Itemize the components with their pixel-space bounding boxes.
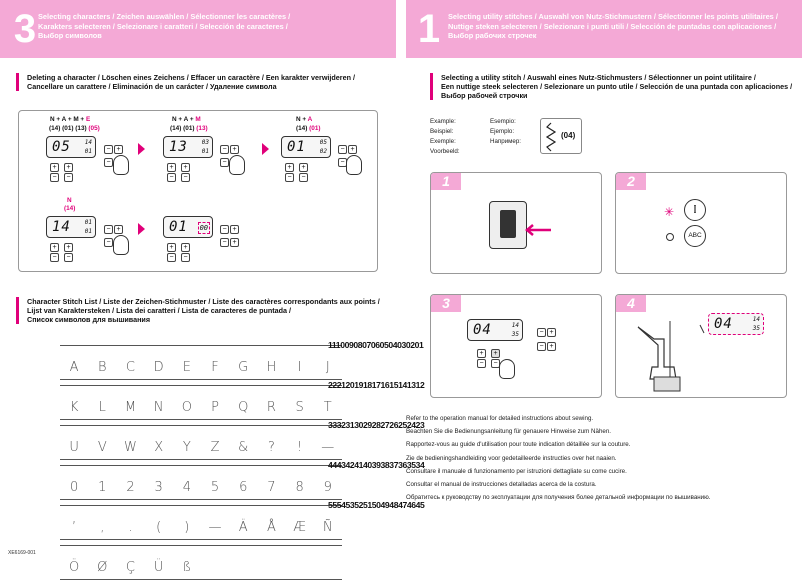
char-glyph: 5 [210,480,220,495]
char-glyph: B [98,360,107,375]
char-glyph: P [211,400,219,415]
right-banner-line: Selecting utility stitches / Auswahl von Nutz-Stichmustern / Sélectionner les points utilitaires / [448,12,778,21]
lcd-small-number: 02 [319,148,327,155]
plus-button[interactable]: + [285,163,294,172]
stitch-buttons[interactable] [64,243,73,263]
char-glyph: T [323,400,332,415]
minus-button[interactable]: − [537,342,546,351]
right-banner-line: Nuttige steken selecteren / Selezionare i punti utili / Selección de puntadas con aplicaciones / [448,21,777,31]
plus-button[interactable]: + [230,238,239,247]
minus-plus-buttons[interactable] [537,335,557,353]
example-labels-2: Esempio: Ejemplo: Например: [490,118,522,145]
lcd-display [467,319,523,341]
plus-button[interactable]: + [64,243,73,252]
char-glyph: 8 [295,480,304,495]
char-glyph: O [181,400,192,415]
plus-button[interactable]: + [230,225,239,234]
minus-button[interactable]: − [167,253,176,262]
char-glyph: . [128,520,133,535]
plus-button[interactable]: + [547,328,556,337]
char-glyph: C [125,360,135,375]
left-banner-line: Выбор символов [38,31,102,40]
lcd-small-number: 01 [84,228,92,235]
char-glyph: L [98,400,106,415]
utility-title-line: Выбор рабочей строчки [441,91,528,100]
char-codes: 33323130292827262524​23 [328,420,425,430]
minus-button[interactable]: − [338,158,347,167]
char-glyph: 7 [267,480,276,495]
minus-button[interactable]: − [477,359,486,368]
guide-line [60,379,342,380]
guide-line [60,465,342,466]
char-glyph: R [266,400,276,415]
char-glyph [314,560,342,575]
arrow-right-icon [138,143,145,155]
lcd-small-number: 01 [201,148,209,155]
char-glyph [286,560,314,575]
plus-button[interactable]: + [167,243,176,252]
presser-foot-icon [630,321,710,395]
lcd-main-number: 14 [52,219,71,235]
list-section-title [16,297,380,324]
char-row [60,340,424,385]
lcd-main-number: 01 [169,219,188,235]
plus-button[interactable]: + [491,349,500,358]
minus-button[interactable]: − [220,238,229,247]
lcd-display [163,136,213,158]
plus-button[interactable]: + [547,342,556,351]
guide-line [60,425,342,426]
guide-line [60,459,342,460]
step-number: 3 [431,295,461,312]
unlit-lamp-icon [666,233,674,241]
pressing-finger-icon [346,155,362,175]
char-glyph [201,560,229,575]
char-glyph: M [124,400,137,415]
lcd-small-number: 01 [84,219,92,226]
stitch-buttons[interactable] [285,163,294,183]
minus-button[interactable]: − [104,238,113,247]
char-glyph: N [153,400,164,415]
note-line: Обратитесь к руководству по эксплуатации для получения более детальной информации по вышиванию. [406,494,711,502]
lcd-small-number: 35 [752,325,760,332]
guide-line [60,499,342,500]
char-glyph: 0 [69,480,79,495]
char-glyph: — [321,440,335,455]
stitch-buttons[interactable] [299,163,308,183]
char-glyph: Æ [293,520,306,535]
panel-codes-label: (14) (01) (13) (05) [49,125,100,132]
note-line: Consultar el manual de instrucciones detalladas acerca de la costura. [406,481,597,489]
lcd-display [281,136,331,158]
char-glyph: Ä [238,520,248,535]
char-glyph [257,560,285,575]
lit-lamp-icon: ✳ [664,205,675,219]
char-glyph: F [211,360,219,375]
lcd-small-number: 05 [319,139,327,146]
plus-button[interactable]: + [50,163,59,172]
right-banner-title [448,12,778,41]
char-glyph: I [297,360,302,375]
right-banner-line: Выбор рабочих строчек [448,31,537,40]
utility-section-title [430,73,792,100]
right-banner [406,0,802,58]
zigzag-stitch-icon [545,122,557,152]
list-title-line: Character Stitch List / Liste der Zeichen-Stichmuster / Liste des caractères correspondants aux points / [27,297,380,306]
lcd-small-number: 03 [201,139,209,146]
note-line: Consultare il manuale di funzionamento per istruzioni dettagliate su come cucire. [406,467,627,475]
step-1-box [430,172,602,274]
char-cells [60,360,342,375]
char-glyph: U [69,440,79,455]
char-glyph: ß [182,560,192,575]
guide-line [60,385,342,386]
char-glyph: — [208,520,222,535]
char-glyph: W [124,440,137,455]
left-banner-number: 3 [13,7,37,51]
lcd-display [46,216,96,238]
plus-button[interactable]: + [299,163,308,172]
minus-button[interactable]: − [491,359,500,368]
char-glyph: ( [156,520,162,535]
arrow-right-icon [138,223,145,235]
right-banner-number: 1 [417,7,441,51]
delete-title-line: Cancellare un carattere / Eliminación de un carácter / Удаление символа [27,82,277,91]
lcd-main-number: 04 [714,316,733,332]
panel-combo-label: N + A + M + E [50,116,91,123]
minus-button[interactable]: − [220,158,229,167]
utility-stitch-button[interactable]: ⫿ [684,199,706,221]
left-banner-line: Karakters selecteren / Selezionare i caratteri / Selección de caracteres / [38,21,288,31]
note-line: Rapportez-vous au guide d'utilisation pour toute indication détaillée sur la couture. [406,441,631,449]
minus-button[interactable]: − [338,145,347,154]
example-labels-1: Example: Beispiel: Exemple: Voorbeeld: [430,118,460,155]
list-title-line: Lijst van Karaktersteken / Lista dei caratteri / Lista de caracteres de puntada / [27,306,292,315]
plus-button[interactable]: + [181,163,190,172]
lcd-main-number: 01 [287,139,306,155]
char-glyph: ’ [72,520,77,535]
step-number: 2 [616,173,646,190]
char-cells [60,560,342,575]
char-glyph: K [69,400,79,415]
plus-button[interactable]: + [167,163,176,172]
panel-codes-label: (14) (01) (13) [170,125,208,132]
panel-codes-label: (14) [64,205,76,212]
minus-button[interactable]: − [220,145,229,154]
char-glyph: H [266,360,277,375]
char-cells [60,400,342,415]
guide-line [60,545,342,546]
char-cells [60,440,342,455]
stitch-buttons[interactable] [181,163,190,183]
lcd-main-number: 13 [169,139,188,155]
char-codes: 55545352515049484746​45 [328,500,425,510]
minus-button[interactable]: − [50,173,59,182]
lcd-small-number: 00 [199,224,208,232]
lcd-small-number: 35 [511,331,519,338]
stitch-buttons[interactable] [50,163,59,183]
stitch-buttons[interactable] [167,243,176,263]
char-glyph: 2 [126,480,135,495]
utility-title-line: Een nuttige steek selecteren / Selezionare un punto utile / Selección de una puntada con aplicaciones / [441,82,793,91]
guide-line [60,579,342,580]
note-line: Zie de bedieningshandleiding voor gedetailleerde instructies over het naaien. [406,454,617,462]
pressing-finger-icon [229,155,245,175]
stitch-buttons[interactable] [167,163,176,183]
guide-line [60,505,342,506]
char-glyph: Z [210,440,220,455]
minus-button[interactable]: − [181,173,190,182]
char-glyph [229,560,257,575]
step-3-box [430,294,602,398]
char-glyph: & [238,440,249,455]
char-glyph: J [325,360,330,375]
lcd-display [163,216,213,238]
char-codes: 22212019181716151413​12 [328,380,425,390]
char-glyph: 4 [182,480,191,495]
char-glyph: X [154,440,164,455]
document-code: XE6169-001 [8,550,36,556]
lcd-display [46,136,96,158]
char-cells [60,480,342,495]
char-glyph: A [69,360,79,375]
char-glyph: S [295,400,304,415]
power-switch-rocker[interactable] [500,210,516,238]
lcd-small-number: 14 [752,316,760,323]
minus-button[interactable]: − [220,225,229,234]
char-codes: 44434241403938373635​34 [328,460,425,470]
character-stitch-list [60,340,425,585]
plus-button[interactable]: + [348,145,357,154]
left-banner-line: Selecting characters / Zeichen auswählen / Sélectionner les caractères / [38,12,291,21]
minus-button[interactable]: − [104,225,113,234]
plus-button[interactable]: + [114,225,123,234]
char-glyph: Å [266,520,276,535]
char-glyph: 9 [323,480,332,495]
list-title-line: Список символов для вышивания [27,315,151,324]
lcd-small-number: 14 [511,322,519,329]
char-glyph: ! [296,440,303,455]
plus-button[interactable]: + [114,145,123,154]
char-glyph: D [153,360,164,375]
char-glyph: 6 [239,480,248,495]
char-row [60,545,342,585]
sewing-notes [406,412,711,504]
stitch-buttons[interactable] [477,349,486,369]
step-number: 1 [431,173,461,190]
left-banner-title [38,12,290,41]
minus-button[interactable]: − [64,253,73,262]
char-glyph: 1 [98,480,107,495]
plus-button[interactable]: + [477,349,486,358]
pressing-finger-icon [113,235,129,255]
note-line: Refer to the operation manual for detailed instructions about sewing. [406,415,594,422]
step-2-box [615,172,787,274]
minus-button[interactable]: − [50,253,59,262]
note-line: Beachten Sie die Bedienungsanleitung für genauere Hinweise zum Nähen. [406,428,612,436]
char-codes: 11100908070605040302​01 [328,340,424,350]
plus-button[interactable]: + [181,243,190,252]
arrow-right-icon [262,143,269,155]
char-glyph: Ø [97,560,108,575]
char-row [60,500,425,545]
stitch-buttons[interactable] [64,163,73,183]
plus-button[interactable]: + [64,163,73,172]
example-stitch-box [540,118,582,154]
minus-button[interactable]: − [299,173,308,182]
char-glyph: ? [267,440,275,455]
char-glyph: Y [182,440,191,455]
panel-codes-label: (14) (01) [296,125,321,132]
char-glyph: Ü [153,560,164,575]
char-glyph: ) [184,520,190,535]
guide-line [60,345,342,346]
lcd-main-number: 05 [52,139,71,155]
char-glyph: E [182,360,191,375]
minus-button[interactable]: − [285,173,294,182]
minus-button[interactable]: − [537,328,546,337]
utility-title-line: Selecting a utility stitch / Auswahl eines Nutz-Stichmusters / Sélectionner un point utilitaire / [441,73,756,82]
guide-line [60,539,342,540]
char-glyph: 3 [154,480,163,495]
char-glyph: V [97,440,107,455]
stitch-buttons[interactable] [50,243,59,263]
step-4-box [615,294,787,398]
pointing-finger-icon [523,223,553,237]
example-code: (04) [561,131,576,140]
delete-title-line: Deleting a character / Löschen eines Zeichens / Effacer un caractère / Een karakter verwijderen / [27,73,355,82]
lcd-main-number: 04 [473,322,492,338]
guide-line [60,419,342,420]
minus-button[interactable]: − [104,158,113,167]
left-banner [0,0,396,58]
char-glyph: , [100,520,105,535]
char-glyph: Ñ [322,520,333,535]
plus-button[interactable]: + [230,145,239,154]
step-number: 4 [616,295,646,312]
minus-button[interactable]: − [167,173,176,182]
plus-button[interactable]: + [50,243,59,252]
minus-plus-buttons[interactable] [220,231,240,249]
minus-button[interactable]: − [104,145,113,154]
panel-combo-label: N [67,197,72,204]
char-glyph: Ö [68,560,80,575]
lcd-small-number: 01 [84,148,92,155]
char-glyph: G [238,360,249,375]
character-mode-button[interactable]: ABC [684,225,706,247]
panel-combo-label: N + A + M [172,116,201,123]
char-cells [60,520,342,535]
pressing-finger-icon [113,155,129,175]
panel-combo-label: N + A [296,116,313,123]
pressing-finger-icon [499,359,515,379]
delete-section-title [16,73,355,91]
power-switch[interactable] [489,201,527,249]
lcd-display [708,313,764,335]
lcd-small-number: 14 [84,139,92,146]
minus-button[interactable]: − [181,253,190,262]
stitch-buttons[interactable] [181,243,190,263]
char-glyph: Q [238,400,249,415]
char-glyph: Ç [125,560,135,575]
minus-button[interactable]: − [64,173,73,182]
